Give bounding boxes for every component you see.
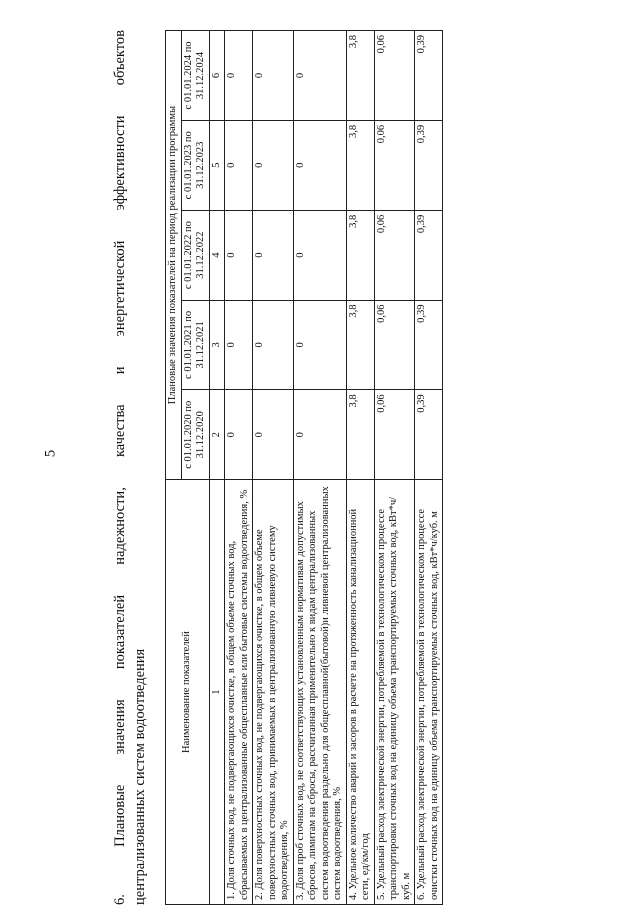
indicator-value: 0 bbox=[293, 300, 346, 390]
indicator-value: 3,8 bbox=[346, 390, 374, 480]
indicator-value: 0,39 bbox=[415, 210, 443, 300]
header-period: с 01.01.2022 по 31.12.2022 bbox=[181, 210, 209, 300]
table-row bbox=[415, 31, 443, 905]
column-number: 5 bbox=[209, 120, 225, 210]
indicator-value: 0 bbox=[253, 120, 294, 210]
heading-number: 6. bbox=[112, 894, 128, 905]
heading-text: Плановые значения показателей надежности, качества и энергетической эффективности объектов bbox=[112, 30, 128, 847]
indicator-name: 6. Удельный расход электрической энергии, потребляемой в технологическом процессе очистки сточных вод на единицу объема транспортируемых сточных вод, кВт*ч/куб. м bbox=[415, 480, 443, 905]
indicator-value: 0 bbox=[293, 390, 346, 480]
column-number: 3 bbox=[209, 300, 225, 390]
indicator-value: 0 bbox=[253, 300, 294, 390]
table-row bbox=[374, 31, 415, 905]
indicator-value: 0 bbox=[293, 31, 346, 121]
indicators-table bbox=[165, 30, 443, 905]
indicator-value: 0,06 bbox=[374, 300, 415, 390]
indicator-value: 0,06 bbox=[374, 120, 415, 210]
rotated-page-content bbox=[110, 30, 515, 905]
indicator-value: 0,39 bbox=[415, 120, 443, 210]
header-period: с 01.01.2021 по 31.12.2021 bbox=[181, 300, 209, 390]
column-number: 1 bbox=[209, 480, 225, 905]
indicator-name: 3. Доля проб сточных вод, не соответствующих установленным нормативам допустимых сбросов, лимитам на сбросы, рассчитанная применительно к видам централизованных систем водоотведения раздельно для общесплавной(бытовой)и ливневой централизованных систем водоотведения, % bbox=[293, 480, 346, 905]
table-row bbox=[253, 31, 294, 905]
indicator-value: 0 bbox=[225, 210, 253, 300]
indicator-name: 5. Удельный расход электрической энергии, потребляемой в технологическом процессе транспортировки сточных вод на единицу объема транспортируемых сточных вод, кВт*ч/куб. м bbox=[374, 480, 415, 905]
indicator-value: 0,06 bbox=[374, 210, 415, 300]
header-period: с 01.01.2020 по 31.12.2020 bbox=[181, 390, 209, 480]
header-period: с 01.01.2024 по 31.12.2024 bbox=[181, 31, 209, 121]
indicator-value: 0,06 bbox=[374, 31, 415, 121]
indicator-name: 2. Доля поверхностных сточных вод, не подвергающихся очистке, в общем объеме поверхностных сточных вод, принимаемых в централизованную ливневую систему водоотведения, % bbox=[253, 480, 294, 905]
indicator-value: 3,8 bbox=[346, 210, 374, 300]
header-period: с 01.01.2023 по 31.12.2023 bbox=[181, 120, 209, 210]
indicator-value: 0,06 bbox=[374, 390, 415, 480]
indicator-value: 0 bbox=[253, 31, 294, 121]
header-planned-values: Плановые значения показателей на период реализации программы bbox=[166, 31, 182, 480]
indicator-value: 0 bbox=[253, 210, 294, 300]
indicator-value: 3,8 bbox=[346, 120, 374, 210]
indicator-value: 0,39 bbox=[415, 390, 443, 480]
heading-line-2: централизованных систем водоотведения bbox=[132, 648, 148, 905]
indicator-value: 0 bbox=[253, 390, 294, 480]
table-row bbox=[225, 31, 253, 905]
table-row bbox=[293, 31, 346, 905]
page-number: 5 bbox=[42, 449, 59, 458]
indicator-value: 0 bbox=[225, 390, 253, 480]
indicator-value: 0 bbox=[225, 120, 253, 210]
indicator-value: 3,8 bbox=[346, 300, 374, 390]
indicator-value: 0,39 bbox=[415, 31, 443, 121]
indicator-value: 0 bbox=[225, 300, 253, 390]
column-number: 6 bbox=[209, 31, 225, 121]
header-indicator-name: Наименование показателей bbox=[166, 480, 210, 905]
column-number: 4 bbox=[209, 210, 225, 300]
indicator-value: 0 bbox=[293, 120, 346, 210]
indicator-value: 0 bbox=[293, 210, 346, 300]
heading-line-1 bbox=[110, 30, 130, 905]
indicator-value: 0 bbox=[225, 31, 253, 121]
indicator-name: 1. Доля сточных вод, не подвергающихся очистке, в общем объеме сточных вод, сбрасываемых в централизованные общесплавные или бытовые системы водоотведения, % bbox=[225, 480, 253, 905]
column-number: 2 bbox=[209, 390, 225, 480]
indicator-value: 0,39 bbox=[415, 300, 443, 390]
indicator-name: 4. Удельное количество аварий и засоров в расчете на протяженность канализационной сети, ед/км/год bbox=[346, 480, 374, 905]
indicator-value: 3,8 bbox=[346, 31, 374, 121]
table-row bbox=[346, 31, 374, 905]
section-heading bbox=[110, 30, 158, 905]
